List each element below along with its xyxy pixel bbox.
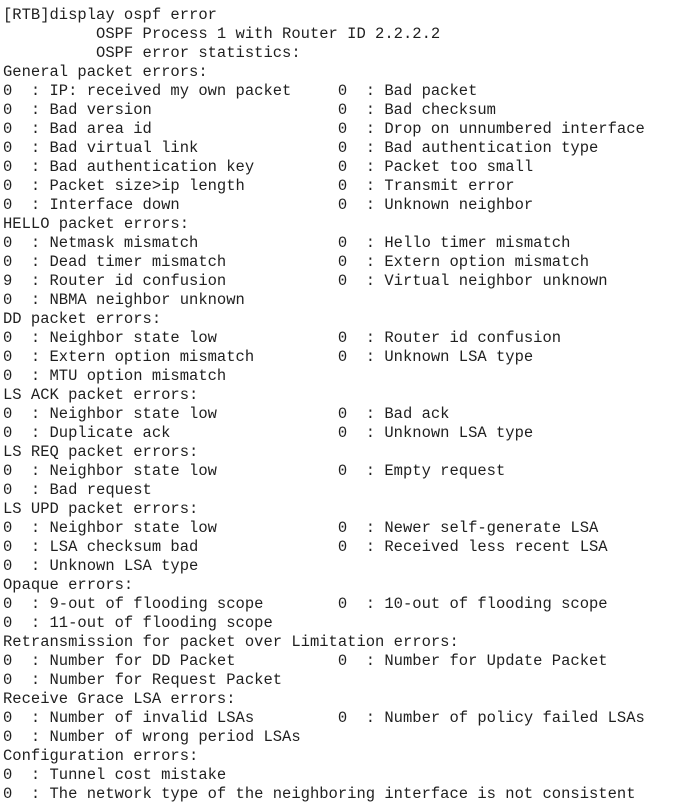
error-counter-row: 0 : Interface down 0 : Unknown neighbor [3,196,534,214]
error-counter-row: 0 : Neighbor state low 0 : Empty request [3,462,506,480]
error-counter-row: 0 : 11-out of flooding scope [3,614,273,632]
error-counter-row: 0 : Bad request [3,481,152,499]
error-counter-row: 0 : Bad version 0 : Bad checksum [3,101,496,119]
section-title: DD packet errors: [3,310,162,328]
error-counter-row: 0 : Neighbor state low 0 : Newer self-generate LSA [3,519,599,537]
section-title: Receive Grace LSA errors: [3,690,236,708]
error-counter-row: 0 : Number for DD Packet 0 : Number for Update Packet [3,652,608,670]
preamble-line: OSPF Process 1 with Router ID 2.2.2.2 [3,25,441,43]
command-line: [RTB]display ospf error [3,6,217,24]
error-counter-row: 0 : Number for Request Packet [3,671,283,689]
error-counter-row: 0 : Neighbor state low 0 : Bad ack [3,405,450,423]
error-counter-row: 0 : Bad area id 0 : Drop on unnumbered interface [3,120,645,138]
error-counter-row: 0 : NBMA neighbor unknown [3,291,245,309]
preamble-line: OSPF error statistics: [3,44,301,62]
error-counter-row: 0 : Duplicate ack 0 : Unknown LSA type [3,424,534,442]
error-counter-row: 0 : MTU option mismatch [3,367,227,385]
section-title: Retransmission for packet over Limitation errors: [3,633,459,651]
error-counter-row: 0 : Dead timer mismatch 0 : Extern option mismatch [3,253,589,271]
error-counter-row: 0 : Neighbor state low 0 : Router id confusion [3,329,562,347]
error-counter-row: 0 : Number of wrong period LSAs [3,728,301,746]
section-title: HELLO packet errors: [3,215,190,233]
error-counter-row: 0 : The network type of the neighboring interface is not consistent [3,785,636,803]
section-title: Configuration errors: [3,747,199,765]
error-counter-row: 0 : Bad authentication key 0 : Packet too small [3,158,534,176]
error-counter-row: 0 : LSA checksum bad 0 : Received less recent LSA [3,538,608,556]
error-counter-row: 0 : Unknown LSA type [3,557,199,575]
error-counter-row: 0 : Tunnel cost mistake [3,766,227,784]
section-title: LS UPD packet errors: [3,500,199,518]
error-counter-row: 0 : Extern option mismatch 0 : Unknown LSA type [3,348,534,366]
section-title: LS REQ packet errors: [3,443,199,461]
error-counter-row: 9 : Router id confusion 0 : Virtual neighbor unknown [3,272,608,290]
error-counter-row: 0 : 9-out of flooding scope 0 : 10-out of flooding scope [3,595,608,613]
error-counter-row: 0 : Bad virtual link 0 : Bad authentication type [3,139,599,157]
error-counter-row: 0 : Netmask mismatch 0 : Hello timer mismatch [3,234,571,252]
section-title: General packet errors: [3,63,208,81]
error-counter-row: 0 : Packet size>ip length 0 : Transmit error [3,177,515,195]
section-title: Opaque errors: [3,576,134,594]
section-title: LS ACK packet errors: [3,386,199,404]
error-counter-row: 0 : IP: received my own packet 0 : Bad packet [3,82,478,100]
error-counter-row: 0 : Number of invalid LSAs 0 : Number of policy failed LSAs [3,709,645,727]
terminal-output [3,25,674,804]
